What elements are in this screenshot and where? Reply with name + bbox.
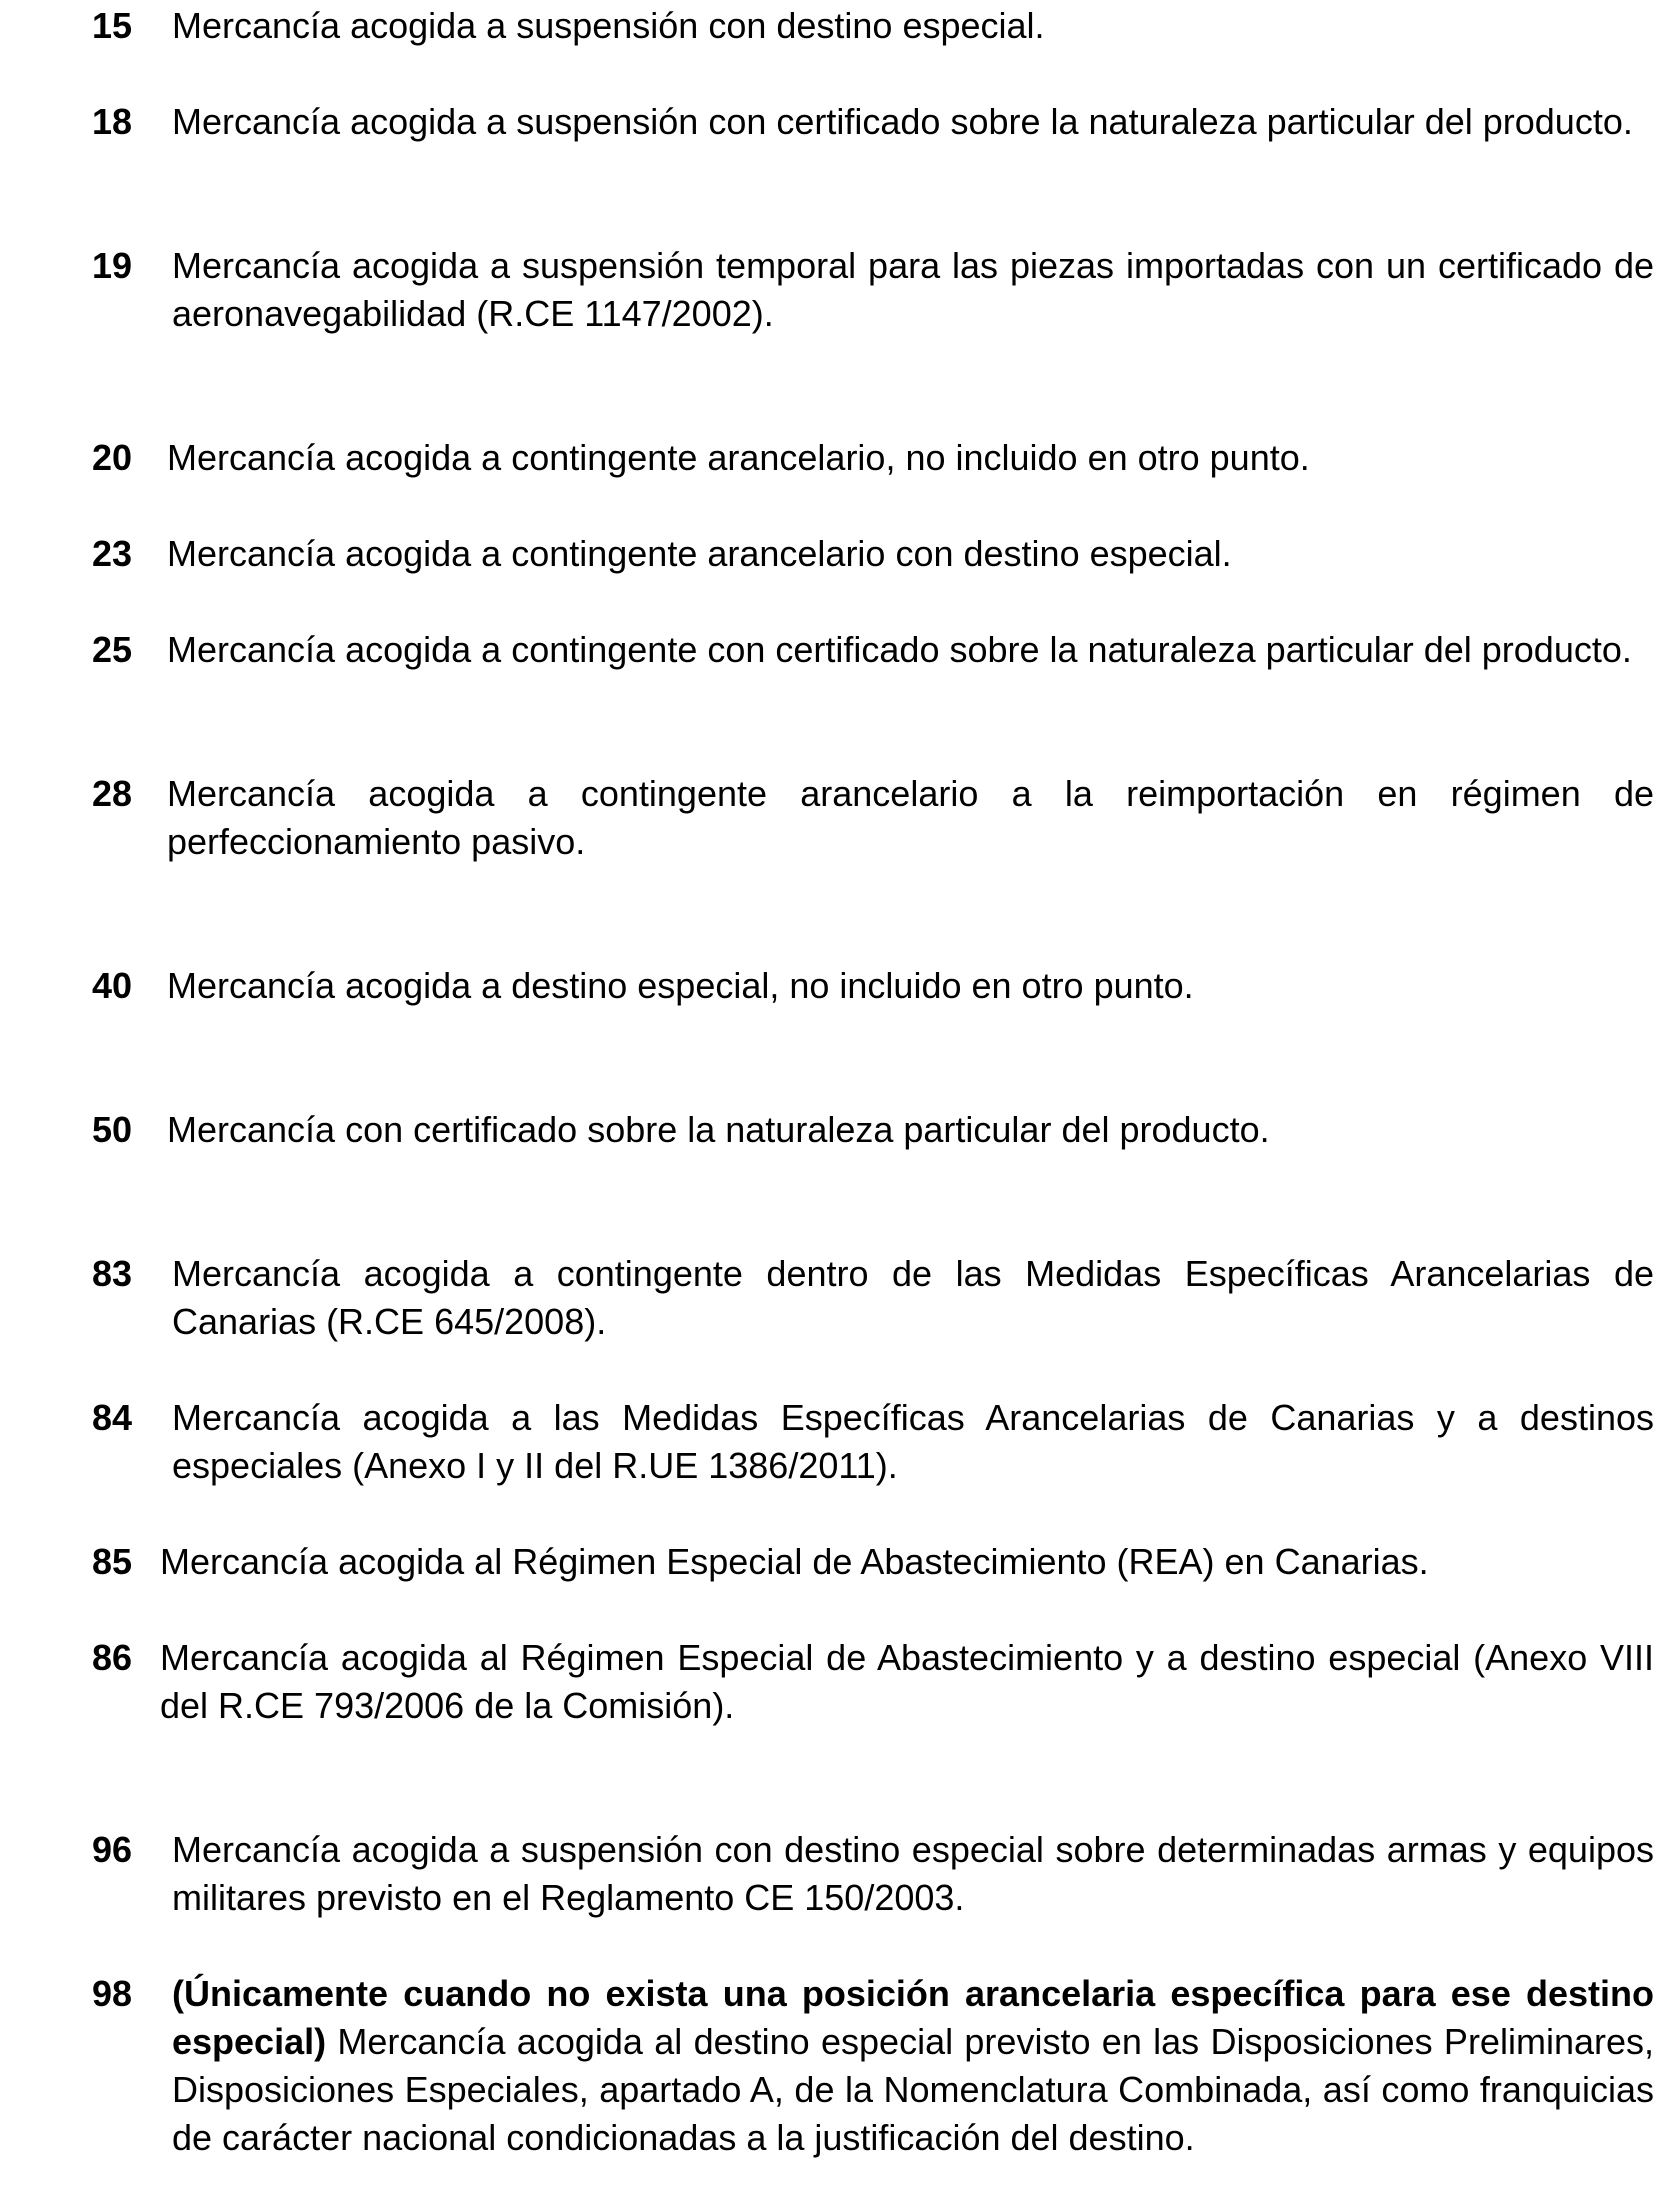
entry-text: Mercancía acogida a las Medidas Específicas Arancelarias de Canarias y a destinos especiales (Anexo I y II del R.UE 1386/2011). [172, 1397, 1654, 1486]
entry-text: Mercancía acogida a suspensión con certificado sobre la naturaleza particular del producto. [172, 101, 1633, 142]
entry-text [172, 1970, 1654, 2162]
entry-code: 40 [92, 965, 133, 1006]
entry-text: Mercancía acogida a contingente arancelario, no incluido en otro punto. [167, 437, 1310, 478]
entry-code: 96 [92, 1829, 133, 1870]
entry-code: 19 [92, 245, 133, 286]
entry-text: Mercancía acogida a contingente dentro de las Medidas Específicas Arancelarias de Canarias (R.CE 645/2008). [172, 1253, 1654, 1342]
entry-code: 28 [92, 773, 133, 814]
entry-text: Mercancía acogida a contingente con certificado sobre la naturaleza particular del producto. [167, 629, 1632, 670]
entry-text: Mercancía acogida a destino especial, no incluido en otro punto. [167, 965, 1194, 1006]
entry-text: Mercancía acogida a contingente arancelario con destino especial. [167, 533, 1232, 574]
entry-code: 83 [92, 1253, 133, 1294]
entry-text: Mercancía acogida a suspensión temporal para las piezas importadas con un certificado de aeronavegabilidad (R.CE 1147/2002). [172, 245, 1654, 334]
entry-text: Mercancía acogida al Régimen Especial de Abastecimiento y a destino especial (Anexo VIII del R.CE 793/2006 de la Comisión). [160, 1637, 1654, 1726]
entry-code: 25 [92, 629, 133, 670]
entry-text: Mercancía acogida al Régimen Especial de Abastecimiento (REA) en Canarias. [160, 1541, 1429, 1582]
entry-code: 86 [92, 1637, 133, 1678]
entry-text: Mercancía con certificado sobre la naturaleza particular del producto. [167, 1109, 1270, 1150]
entry-code: 98 [92, 1973, 133, 2014]
entry-text: Mercancía acogida a suspensión con destino especial sobre determinadas armas y equipos militares previsto en el Reglamento CE 150/2003. [172, 1829, 1654, 1918]
entry-code: 23 [92, 533, 133, 574]
entry-code: 84 [92, 1397, 133, 1438]
entry-code: 50 [92, 1109, 133, 1150]
entry-code: 20 [92, 437, 133, 478]
entry-text: Mercancía acogida a suspensión con destino especial. [172, 5, 1045, 46]
entry-code: 18 [92, 101, 133, 142]
entry-bold-text: (Únicamente cuando no exista una posición arancelaria específica para ese destino especial) [172, 1973, 1654, 2062]
entry-code: 85 [92, 1541, 133, 1582]
entry-text-rest: Mercancía acogida al destino especial previsto en las Disposiciones Preliminares, Disposiciones Especiales, apartado A, de la Nomenclatura Combinada, así como franquicias de carácter nacional condicionadas a la justificación del destino. [172, 2021, 1654, 2158]
entry-text: Mercancía acogida a contingente arancelario a la reimportación en régimen de perfeccionamiento pasivo. [167, 773, 1654, 862]
entry-code: 15 [92, 5, 133, 46]
